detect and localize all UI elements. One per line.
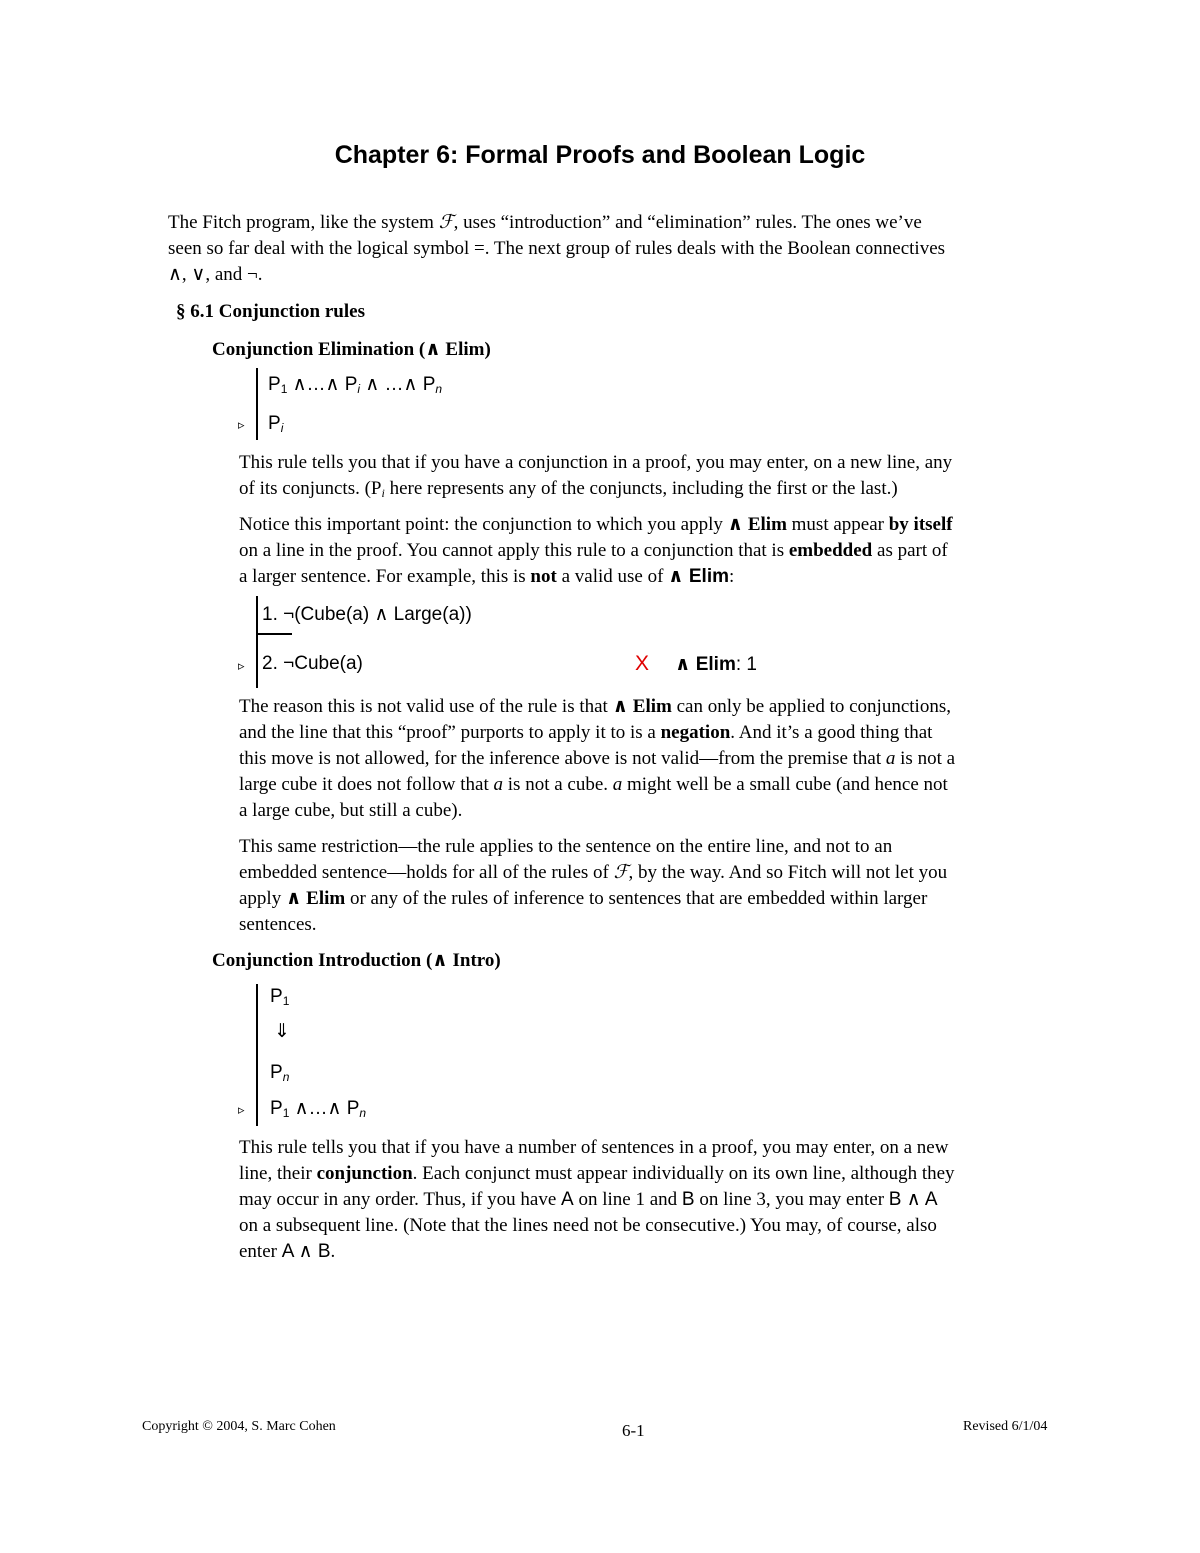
intro-paragraph: The Fitch program, like the system ℱ, uses “introduction” and “elimination” rules. The ones we’ve seen so far deal with the logical symbol =. The next group of rules deals with the Boolean connectives ∧, ∨, and ¬. bbox=[168, 212, 946, 285]
elim-heading: Conjunction Elimination (∧ Elim) bbox=[212, 339, 491, 360]
proof-bar bbox=[256, 596, 258, 688]
footer-page-number: 6-1 bbox=[622, 1421, 645, 1440]
proof-bar bbox=[256, 368, 258, 440]
elim-paragraph-3: The reason this is not valid use of the rule is that ∧ Elim can only be applied to conjunctions, and the line that this “proof” purports to apply it to is a negation. And it’s a good thing that this move is not allowed, for the inference above is not valid—from the premise that a is not a large cube it does not follow that a is not a cube. a might well be a small cube (and hence not a large cube, but still a cube). bbox=[239, 696, 956, 821]
page-title: Chapter 6: Formal Proofs and Boolean Logic bbox=[334, 141, 866, 169]
intro-schema-line-1: $P_1$ bbox=[270, 986, 290, 1008]
down-arrow-icon: ⇓ bbox=[274, 1021, 290, 1042]
example-line-2: 2. ¬Cube(a) bbox=[262, 653, 363, 674]
elim-paragraph-1: This rule tells you that if you have a conjunction in a proof, you may enter, on a new line, any of its conjuncts. ($P_i$ here represents any of the conjuncts, including the first or the last.) bbox=[239, 452, 953, 500]
invalid-x-mark: X bbox=[635, 652, 650, 675]
elim-paragraph-4: This same restriction—the rule applies to the sentence on the entire line, and not to an embedded sentence—holds for all of the rules of ℱ, by the way. And so Fitch will not let you apply ∧ Elim or any of the rules of inference to sentences that are embedded within larger sentences. bbox=[239, 836, 948, 935]
proof-bar bbox=[256, 984, 258, 1126]
intro-schema-line-n: $P_n$ bbox=[270, 1062, 290, 1084]
intro-rule-heading: Conjunction Introduction (∧ Intro) bbox=[212, 950, 501, 971]
elim-paragraph-2: Notice this important point: the conjunction to which you apply ∧ Elim must appear by itself on a line in the proof. You cannot apply this rule to a conjunction that is embedded as part of a larger sentence. For example, this is not a valid use of ∧ Elim: bbox=[239, 514, 953, 587]
conclusion-marker-icon: ▹ bbox=[238, 1103, 245, 1118]
intro-rule-paragraph: This rule tells you that if you have a number of sentences in a proof, you may enter, on a new line, their conjunction. Each conjunct must appear individually on its own line, although they may occur in any order. Thus, if you have A on line 1 and B on line 3, you may enter B ∧ A on a subsequent line. (Note that the lines need not be consecutive.) You may, of course, also enter A ∧ B. bbox=[239, 1137, 955, 1262]
intro-schema-conclusion: $P_1$ ∧…∧ $P_n$ bbox=[270, 1098, 367, 1120]
elim-schema-premise: $P_1$ ∧…∧ $P_i$ ∧ …∧ $P_n$ bbox=[268, 374, 443, 396]
premise-divider bbox=[256, 633, 292, 635]
footer-revised: Revised 6/1/04 bbox=[963, 1419, 1048, 1434]
conclusion-marker-icon: ▹ bbox=[238, 659, 245, 674]
section-heading: § 6.1 Conjunction rules bbox=[176, 301, 365, 322]
footer-copyright: Copyright © 2004, S. Marc Cohen bbox=[142, 1419, 336, 1434]
script-f-symbol: ℱ bbox=[613, 862, 629, 883]
script-f-symbol: ℱ bbox=[438, 212, 454, 233]
example-line-1: 1. ¬(Cube(a) ∧ Large(a)) bbox=[262, 604, 472, 625]
conclusion-marker-icon: ▹ bbox=[238, 418, 245, 433]
example-justification: ∧ Elim: 1 bbox=[675, 654, 757, 675]
elim-schema-conclusion: $P_i$ bbox=[268, 413, 284, 435]
